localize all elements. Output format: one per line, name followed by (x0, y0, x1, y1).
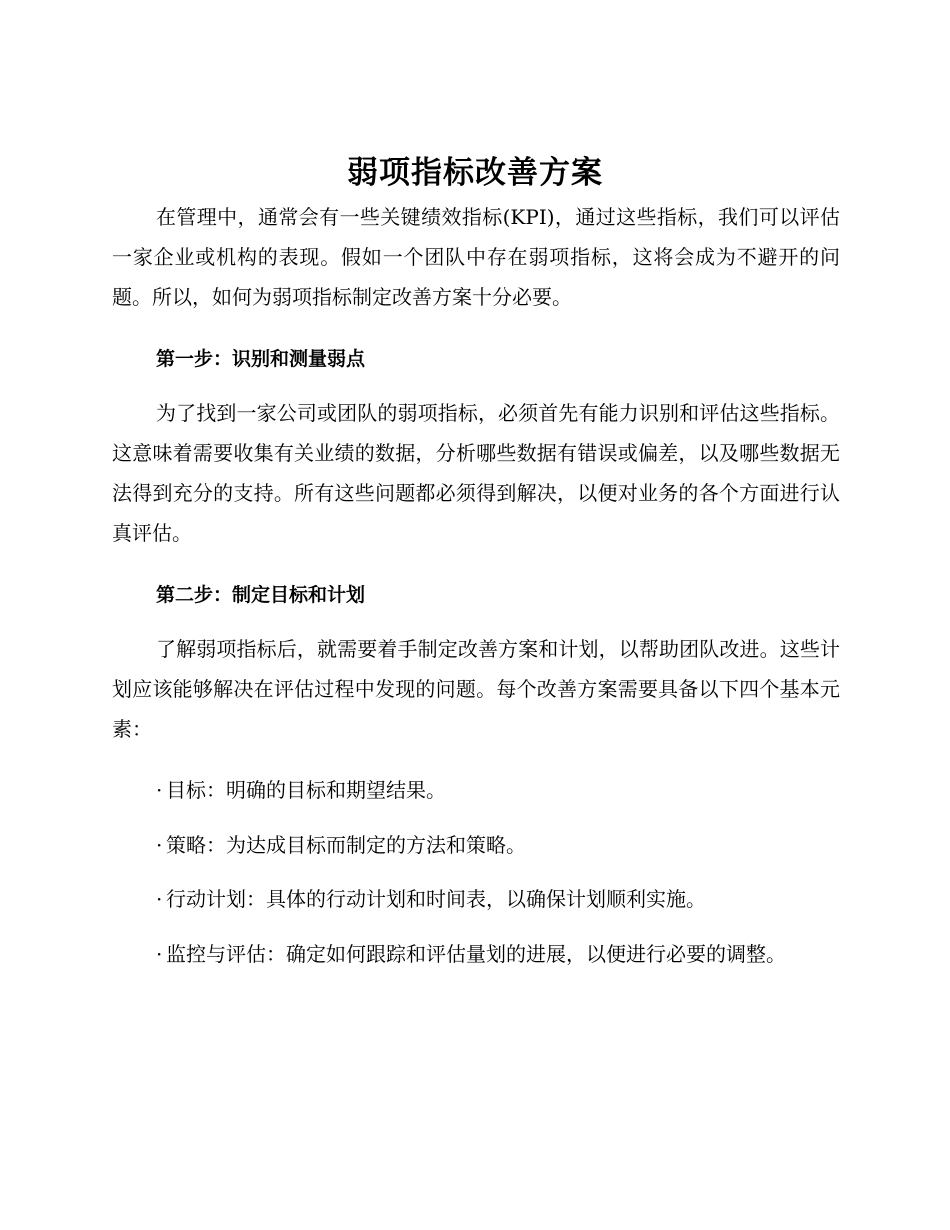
step2-heading: 第二步：制定目标和计划 (156, 584, 366, 606)
bullet-text: 监控与评估：确定如何跟踪和评估量划的进展，以便进行必要的调整。 (166, 942, 786, 966)
list-item (112, 770, 840, 810)
bullet-marker: · (156, 778, 163, 802)
intro-paragraph: 在管理中，通常会有一些关键绩效指标(KPI)，通过这些指标，我们可以评估一家企业或机构的表现。假如一个团队中存在弱项指标，这将会成为不避开的问题。所以，如何为弱项指标制定改善方案十分必要。 (112, 205, 840, 309)
document-title: 弱项指标改善方案 (347, 155, 603, 191)
step2-paragraph: 了解弱项指标后，就需要着手制定改善方案和计划，以帮助团队改进。这些计划应该能够解决在评估过程中发现的问题。每个改善方案需要具备以下四个基本元素： (112, 637, 840, 741)
bullet-marker: · (156, 833, 163, 857)
step1-paragraph: 为了找到一家公司或团队的弱项指标，必须首先有能力识别和评估这些指标。这意味着需要收集有关业绩的数据，分析哪些数据有错误或偏差，以及哪些数据无法得到充分的支持。所有这些问题都必须得到解决，以便对业务的各个方面进行认真评估。 (112, 401, 840, 545)
bullet-text: 策略：为达成目标而制定的方法和策略。 (166, 833, 526, 857)
bullet-marker: · (156, 942, 163, 966)
list-item (112, 934, 840, 974)
bullet-text: 行动计划：具体的行动计划和时间表，以确保计划顺利实施。 (166, 887, 706, 911)
step1-heading: 第一步：识别和测量弱点 (156, 348, 366, 370)
list-item (112, 879, 840, 919)
list-item (112, 825, 840, 865)
bullet-marker: · (156, 887, 163, 911)
bullet-text: 目标：明确的目标和期望结果。 (166, 778, 446, 802)
